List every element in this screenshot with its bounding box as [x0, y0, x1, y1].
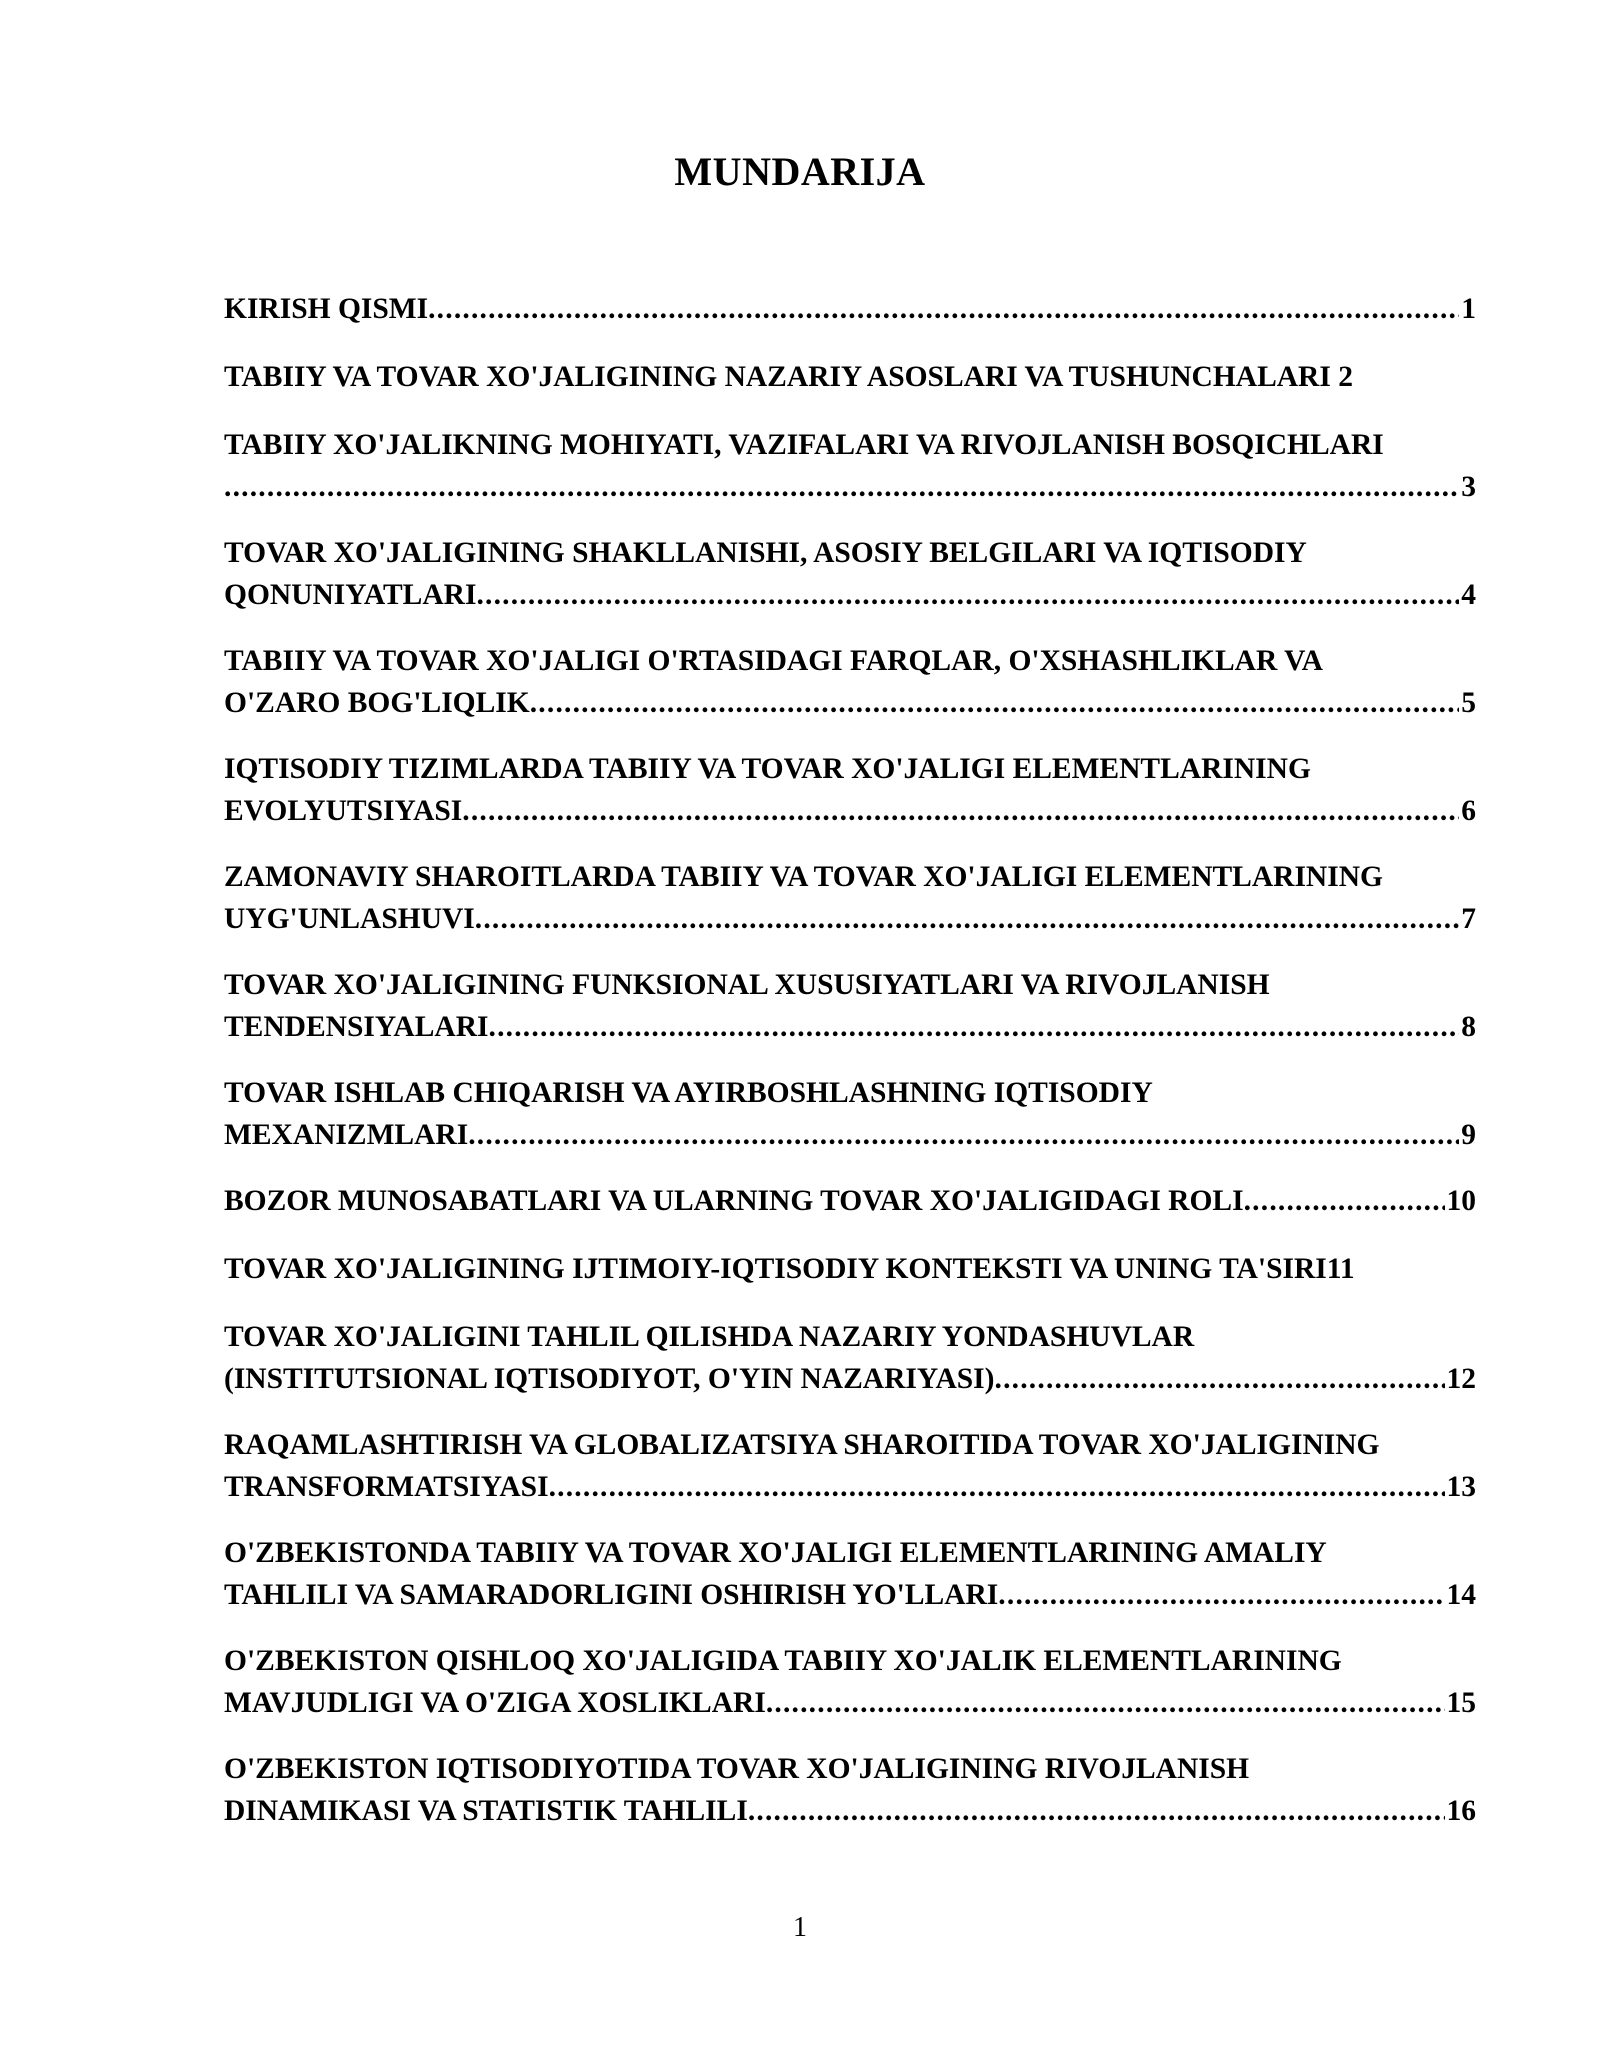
toc-entry-last-line	[224, 574, 1476, 616]
toc-entry-title: MAVJUDLIGI VA O'ZIGA XOSLIKLARI	[224, 1687, 766, 1719]
dot-leader	[530, 682, 1460, 724]
toc-entry[interactable]	[224, 288, 1476, 330]
dot-leader	[428, 288, 1459, 330]
toc-entry-title: O'ZARO BOG'LIQLIK	[224, 687, 530, 719]
toc-entry-title-line: O'ZBEKISTON IQTISODIYOTIDA TOVAR XO'JALIGINING RIVOJLANISH	[224, 1753, 1250, 1785]
toc-entry-title: DINAMIKASI VA STATISTIK TAHLILI	[224, 1795, 748, 1827]
toc-entry[interactable]	[224, 748, 1476, 832]
toc-entry-title: TOVAR XO'JALIGINING IJTIMOIY-IQTISODIY KONTEKSTI VA UNING TA'SIRI	[224, 1253, 1327, 1285]
toc-entry-title-line: O'ZBEKISTONDA TABIIY VA TOVAR XO'JALIGI ELEMENTLARINING AMALIY	[224, 1537, 1327, 1569]
table-of-contents	[224, 288, 1476, 1856]
dot-leader	[998, 1574, 1444, 1616]
toc-entry-last-line	[224, 898, 1476, 940]
toc-entry[interactable]	[224, 1316, 1476, 1400]
toc-page-number: 4	[1461, 579, 1476, 611]
toc-entry[interactable]	[224, 424, 1476, 508]
toc-entry[interactable]	[224, 1532, 1476, 1616]
toc-entry-title: TRANSFORMATSIYASI	[224, 1471, 549, 1503]
toc-entry-last-line	[224, 1682, 1476, 1724]
toc-page-number: 7	[1461, 903, 1476, 935]
toc-entry-title: QONUNIYATLARI	[224, 579, 477, 611]
toc-page-number: 3	[1461, 471, 1476, 503]
page-title: MUNDARIJA	[674, 149, 926, 194]
dot-leader	[489, 1006, 1460, 1048]
toc-entry-last-line	[224, 356, 1476, 398]
toc-entry-last-line	[224, 1790, 1476, 1832]
toc-entry-title: EVOLYUTSIYASI	[224, 795, 463, 827]
toc-entry-last-line	[224, 1006, 1476, 1048]
toc-entry-title: TAHLILI VA SAMARADORLIGINI OSHIRISH YO'LLARI	[224, 1579, 999, 1611]
toc-page-number: 16	[1446, 1795, 1476, 1827]
toc-entry-last-line	[224, 1248, 1476, 1290]
dot-leader	[995, 1358, 1445, 1400]
toc-entry-last-line	[224, 1358, 1476, 1400]
toc-entry-title-line: TOVAR XO'JALIGINING FUNKSIONAL XUSUSIYATLARI VA RIVOJLANISH	[224, 969, 1270, 1001]
toc-page-number: 14	[1446, 1579, 1476, 1611]
toc-entry-last-line	[224, 1180, 1476, 1222]
page-number: 1	[793, 1912, 807, 1943]
toc-entry[interactable]	[224, 1248, 1476, 1290]
toc-page-number: 10	[1446, 1185, 1476, 1217]
toc-entry-last-line	[224, 682, 1476, 724]
toc-entry-title-line: TABIIY XO'JALIKNING MOHIYATI, VAZIFALARI VA RIVOJLANISH BOSQICHLARI	[224, 429, 1384, 461]
toc-page-number: 2	[1338, 361, 1353, 393]
dot-leader	[766, 1682, 1445, 1724]
toc-entry[interactable]	[224, 1640, 1476, 1724]
toc-entry[interactable]	[224, 1748, 1476, 1832]
toc-entry-title-line: ZAMONAVIY SHAROITLARDA TABIIY VA TOVAR XO'JALIGI ELEMENTLARINING	[224, 861, 1383, 893]
toc-entry[interactable]	[224, 1072, 1476, 1156]
toc-entry-title-line: TOVAR XO'JALIGINING SHAKLLANISHI, ASOSIY BELGILARI VA IQTISODIY	[224, 537, 1307, 569]
toc-entry[interactable]	[224, 356, 1476, 398]
toc-entry-last-line	[224, 288, 1476, 330]
dot-leader	[468, 1114, 1459, 1156]
dot-leader	[476, 574, 1459, 616]
toc-page-number: 8	[1461, 1011, 1476, 1043]
toc-page-number: 13	[1446, 1471, 1476, 1503]
toc-page-number: 12	[1446, 1363, 1476, 1395]
toc-entry-title: BOZOR MUNOSABATLARI VA ULARNING TOVAR XO'JALIGIDAGI ROLI	[224, 1185, 1244, 1217]
toc-entry-title: KIRISH QISMI	[224, 293, 429, 325]
dot-leader	[549, 1466, 1445, 1508]
toc-page-number: 1	[1461, 293, 1476, 325]
toc-page-number: 5	[1461, 687, 1476, 719]
toc-entry-last-line	[224, 466, 1476, 508]
toc-entry-last-line	[224, 1466, 1476, 1508]
toc-entry-title-line: RAQAMLASHTIRISH VA GLOBALIZATSIYA SHAROITIDA TOVAR XO'JALIGINING	[224, 1429, 1380, 1461]
toc-entry-last-line	[224, 1574, 1476, 1616]
toc-entry-title: TABIIY VA TOVAR XO'JALIGINING NAZARIY ASOSLARI VA TUSHUNCHALARI	[224, 361, 1331, 393]
toc-entry-title: (INSTITUTSIONAL IQTISODIYOT, O'YIN NAZARIYASI)	[224, 1363, 995, 1395]
toc-entry-last-line	[224, 790, 1476, 832]
toc-entry[interactable]	[224, 1180, 1476, 1222]
dot-leader	[224, 466, 1459, 508]
toc-spacer	[1331, 356, 1338, 398]
toc-entry-title-line: IQTISODIY TIZIMLARDA TABIIY VA TOVAR XO'JALIGI ELEMENTLARINING	[224, 753, 1311, 785]
toc-entry-title: UYG'UNLASHUVI	[224, 903, 475, 935]
toc-entry[interactable]	[224, 856, 1476, 940]
dot-leader	[1244, 1180, 1445, 1222]
toc-entry-title: TENDENSIYALARI	[224, 1011, 489, 1043]
toc-entry-last-line	[224, 1114, 1476, 1156]
dot-leader	[748, 1790, 1445, 1832]
dot-leader	[462, 790, 1459, 832]
dot-leader	[475, 898, 1459, 940]
toc-entry-title-line: TOVAR XO'JALIGINI TAHLIL QILISHDA NAZARIY YONDASHUVLAR	[224, 1321, 1195, 1353]
toc-entry[interactable]	[224, 1424, 1476, 1508]
toc-page-number: 9	[1461, 1119, 1476, 1151]
toc-entry[interactable]	[224, 532, 1476, 616]
toc-page-number: 11	[1326, 1253, 1355, 1285]
toc-entry-title-line: TOVAR ISHLAB CHIQARISH VA AYIRBOSHLASHNING IQTISODIY	[224, 1077, 1153, 1109]
toc-entry-title: MEXANIZMLARI	[224, 1119, 469, 1151]
toc-entry-title-line: TABIIY VA TOVAR XO'JALIGI O'RTASIDAGI FARQLAR, O'XSHASHLIKLAR VA	[224, 645, 1323, 677]
toc-page-number: 15	[1446, 1687, 1476, 1719]
toc-entry-title-line: O'ZBEKISTON QISHLOQ XO'JALIGIDA TABIIY XO'JALIK ELEMENTLARINING	[224, 1645, 1342, 1677]
toc-entry[interactable]	[224, 640, 1476, 724]
toc-entry[interactable]	[224, 964, 1476, 1048]
toc-page-number: 6	[1461, 795, 1476, 827]
